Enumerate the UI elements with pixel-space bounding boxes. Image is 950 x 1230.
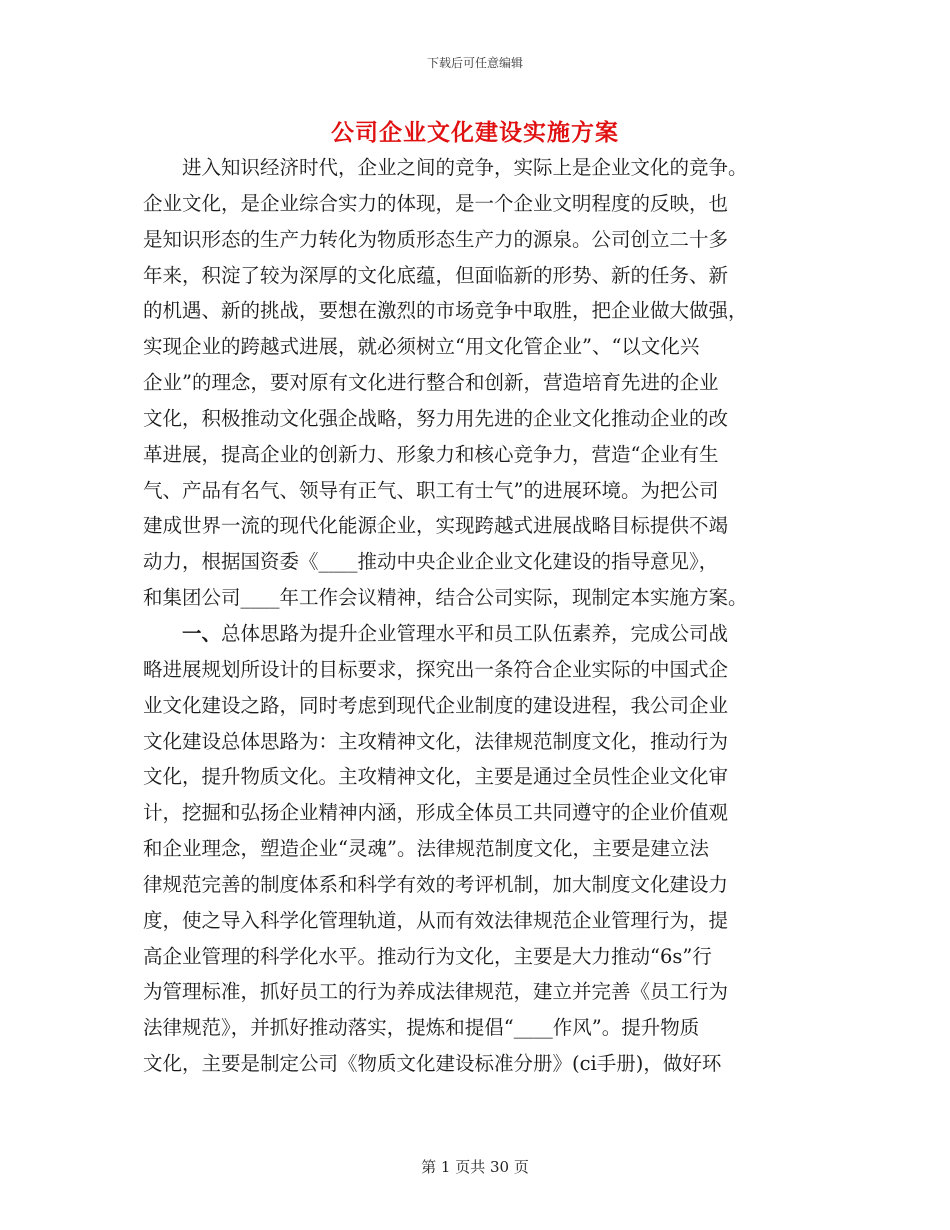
paragraph-2-line-7: 和企业理念，塑造企业“灵魂”。法律规范制度文化，主要是建立法 [143,837,709,861]
paragraph-1-line-7: 企业”的理念，要对原有文化进行整合和创新，营造培育先进的企业 [143,371,719,395]
document-title: 公司企业文化建设实施方案 [331,119,619,146]
paragraph-1-line-13: 和集团公司____年工作会议精神，结合公司实际，现制定本实施方案。 [143,586,748,610]
paragraph-1-line-11: 建成世界一流的现代化能源企业，实现跨越式进展战略目标提供不竭 [143,514,729,538]
paragraph-2-line-10: 高企业管理的科学化水平。推动行为文化，主要是大力推动“6s”行 [143,944,712,968]
paragraph-2-line-3: 业文化建设之路，同时考虑到现代企业制度的建设进程，我公司企业 [143,693,729,717]
paragraph-2-line-2: 略进展规划所设计的目标要求，探究出一条符合企业实际的中国式企 [143,657,729,681]
section-heading-number: 一、 [182,621,222,645]
paragraph-1-line-3: 是知识形态的生产力转化为物质形态生产力的源泉。公司创立二十多 [143,227,729,251]
paragraph-2-line-11: 为管理标准，抓好员工的行为养成法律规范，建立并完善《员工行为 [143,980,729,1004]
paragraph-2-line-5: 文化，提升物质文化。主攻精神文化，主要是通过全员性企业文化审 [143,765,729,789]
paragraph-2-line-4: 文化建设总体思路为：主攻精神文化，法律规范制度文化，推动行为 [143,729,729,753]
paragraph-2-line-13: 文化，主要是制定公司《物质文化建设标准分册》(ci手册)，做好环 [143,1052,722,1076]
paragraph-1-line-5: 的机遇、新的挑战，要想在激烈的市场竞争中取胜，把企业做大做强， [143,299,748,323]
page-header-note: 下载后可任意编辑 [426,56,523,70]
paragraph-1-line-6: 实现企业的跨越式进展，就必须树立“用文化管企业”、“以文化兴 [143,335,700,359]
paragraph-2-line-1 [143,616,811,652]
paragraph-2-line-8: 律规范完善的制度体系和科学有效的考评机制，加大制度文化建设力 [143,872,729,896]
paragraph-2-line-9: 度，使之导入科学化管理轨道，从而有效法律规范企业管理行为，提 [143,908,729,932]
paragraph-2-line-12: 法律规范》，并抓好推动落实，提炼和提倡“____作风”。提升物质 [143,1016,700,1040]
paragraph-1-line-8: 文化，积极推动文化强企战略，努力用先进的企业文化推动企业的改 [143,406,729,430]
paragraph-1-line-10: 气、产品有名气、领导有正气、职工有士气”的进展环境。为把公司 [143,478,719,502]
paragraph-2-line-1-text: 总体思路为提升企业管理水平和员工队伍素养，完成公司战 [221,621,729,645]
document-body [143,150,811,1082]
paragraph-1-line-2: 企业文化，是企业综合实力的体现，是一个企业文明程度的反映，也 [143,191,729,215]
paragraph-1-line-1: 进入知识经济时代，企业之间的竞争，实际上是企业文化的竞争。 [182,156,748,179]
page-number-footer: 第 1 页共 30 页 [421,1158,529,1176]
paragraph-1-line-9: 革进展，提高企业的创新力、形象力和核心竞争力，营造“企业有生 [143,442,719,466]
paragraph-1-line-12: 动力，根据国资委《____推动中央企业企业文化建设的指导意见》， [143,550,719,574]
paragraph-2-line-6: 计，挖掘和弘扬企业精神内涵，形成全体员工共同遵守的企业价值观 [143,801,729,825]
paragraph-1-line-4: 年来，积淀了较为深厚的文化底蕴，但面临新的形势、新的任务、新 [143,263,729,287]
